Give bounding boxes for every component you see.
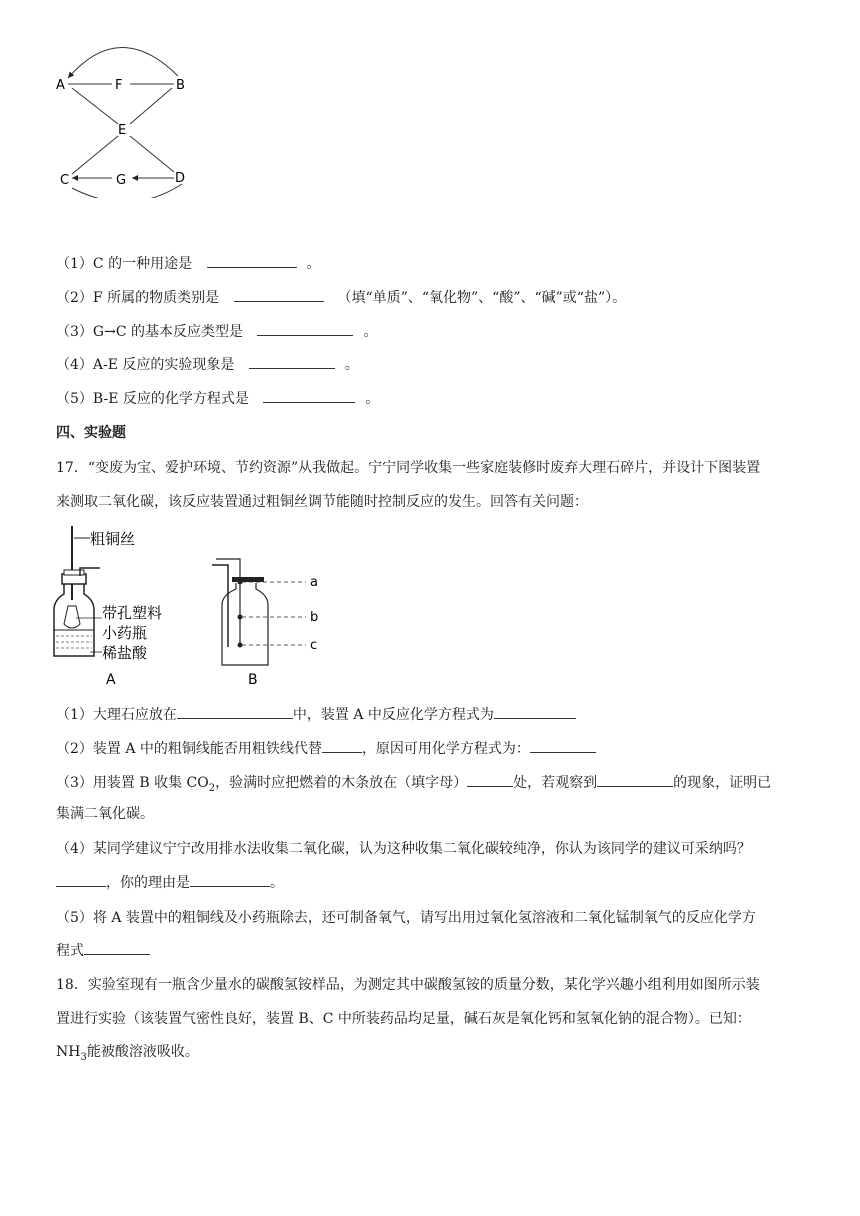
apparatus-a: [50, 526, 200, 691]
q17-item-3: （3）用装置 B 收集 $CO_2$，验满时应把燃着的木条放在（填字母） 处，若观察到 的现象，证明已: [56, 772, 771, 794]
q18-line2: 置进行实验（该装置气密性良好，装置 B、C 中所装药品均足量，碱石灰是氧化钙和氢氧化钠的混合物）。已知：: [56, 1011, 751, 1027]
q17-item-5: （5）将 A 装置中的粗铜线及小药瓶除去，还可制备氧气，请写出用过氧化氢溶液和二氧化锰制氧气的反应化学方: [56, 910, 756, 926]
q16-item-3: （3）G→C 的基本反应类型是 。: [56, 321, 377, 341]
q17-item-3-line2: 集满二氧化碳。: [56, 806, 154, 822]
arc-b-to-a: [68, 47, 178, 78]
q17-intro-line2: 来测取二氧化碳，该反应装置通过粗铜丝调节能随时控制反应的发生。回答有关问题：: [56, 494, 588, 510]
q16-item-4: （4）A-E 反应的实验现象是 。: [56, 354, 359, 374]
q17-item-4-line2: ，你的理由是 。: [56, 872, 284, 892]
node-b: B: [176, 78, 185, 93]
q17-item-4: （4）某同学建议宁宁改用排水法收集二氧化碳，认为这种收集二氧化碳较纯净，你认为该同学的建议可采纳吗？: [56, 841, 751, 857]
point-c: c: [310, 638, 318, 653]
apparatus-b: [212, 555, 332, 690]
node-f: F: [115, 78, 123, 93]
bottle-label-2: 小药瓶: [102, 624, 148, 642]
point-a: a: [310, 575, 318, 590]
q17-item-2: （2）装置 A 中的粗铜线能否用粗铁线代替 ，原因可用化学方程式为：: [56, 738, 596, 758]
node-c: C: [60, 173, 70, 188]
bottle-label: 带孔塑料: [102, 604, 163, 622]
q18-line3: $NH_3$能被酸溶液吸收。: [56, 1044, 199, 1063]
point-b: b: [310, 610, 319, 625]
arc-d-to-c: [72, 184, 182, 198]
acid-label: 稀盐酸: [102, 644, 148, 662]
node-g: G: [116, 173, 127, 188]
node-a: A: [56, 78, 65, 93]
q17-item-5-line2: 程式: [56, 940, 150, 960]
wire-label: 粗铜丝: [90, 530, 136, 548]
q17-item-1: （1）大理石应放在 中，装置 A 中反应化学方程式为: [56, 704, 576, 724]
section-title: 四、实验题: [56, 425, 126, 441]
apparatus-a-label: A: [106, 672, 116, 688]
q16-item-5: （5）B-E 反应的化学方程式是 。: [56, 388, 379, 408]
q17-intro-line1: 17．“变废为宝、爱护环境、节约资源”从我做起。宁宁同学收集一些家庭装修时废弃大理石碎片，并设计下图装置: [56, 460, 761, 476]
apparatus-b-label: B: [248, 672, 258, 688]
node-d: D: [175, 171, 186, 186]
node-e: E: [118, 123, 127, 138]
q16-item-1: （1）C 的一种用途是 。: [56, 253, 321, 273]
reaction-diagram: [50, 18, 210, 198]
q18-line1: 18．实验室现有一瓶含少量水的碳酸氢铵样品，为测定其中碳酸氢铵的质量分数，某化学兴趣小组利用如图所示装: [56, 977, 760, 993]
q16-item-2: （2）F 所属的物质类别是 （填“单质”、“氧化物”、“酸”、“碱”或“盐”）。: [56, 287, 626, 307]
